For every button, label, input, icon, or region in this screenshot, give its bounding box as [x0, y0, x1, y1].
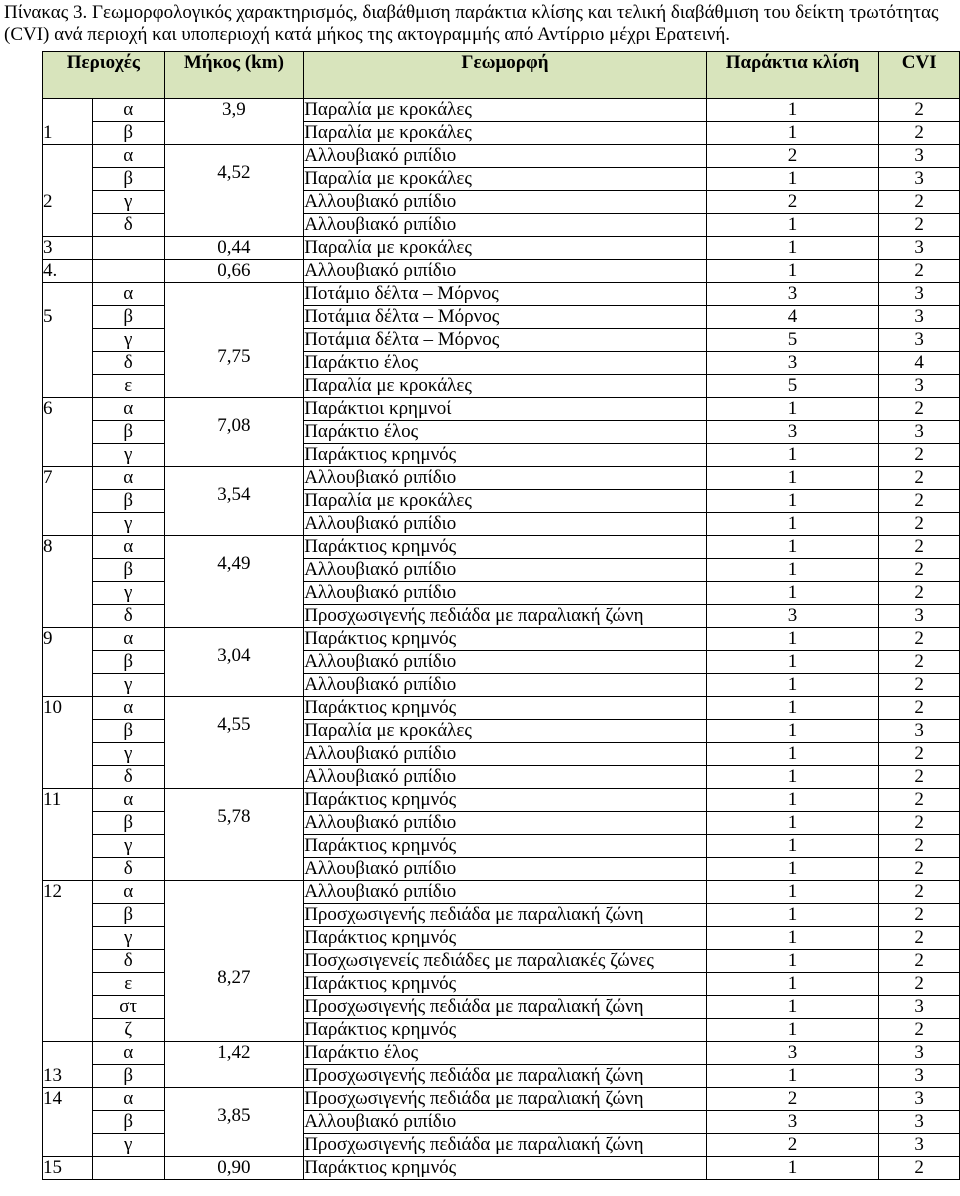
length-cell — [164, 99, 304, 145]
subarea-cell: α — [92, 283, 164, 306]
cvi-cell: 2 — [879, 904, 960, 927]
slope-cell: 1 — [706, 812, 879, 835]
landform-cell: Προσχωσιγενής πεδιάδα με παραλιακή ζώνη — [304, 996, 707, 1019]
landform-cell: Παράκτιος κρημνός — [304, 789, 707, 812]
length-cell — [164, 398, 304, 467]
landform-cell: Αλλουβιακό ριπίδιο — [304, 582, 707, 605]
subarea-cell: β — [92, 559, 164, 582]
table-caption: Πίνακας 3. Γεωμορφολογικός χαρακτηρισμός, διαβάθμιση παράκτια κλίσης και τελική διαβάθμιση του δείκτη τρωτότητας (CVI) ανά περιοχή και υποπεριοχή κατά μήκος της ακτογραμμής από Αντίρριο μέχρι Ερατεινή. — [4, 2, 939, 45]
cvi-cell: 3 — [879, 1134, 960, 1157]
header-row — [43, 52, 960, 99]
landform-cell: Αλλουβιακό ριπίδιο — [304, 766, 707, 789]
length-value: 1,42 — [217, 1042, 251, 1063]
length-value: 0,66 — [217, 260, 251, 281]
landform-cell: Παράκτιος κρημνός — [304, 927, 707, 950]
subarea-cell: γ — [92, 674, 164, 697]
subarea-cell: α — [92, 628, 164, 651]
length-value: 0,44 — [217, 237, 251, 258]
landform-cell: Αλλουβιακό ριπίδιο — [304, 1111, 707, 1134]
landform-cell: Παράκτιο έλος — [304, 421, 707, 444]
length-cell — [164, 260, 304, 283]
table-row — [43, 260, 960, 283]
slope-cell: 1 — [706, 398, 879, 421]
region-number: 9 — [43, 628, 53, 649]
slope-cell: 1 — [706, 99, 879, 122]
landform-cell: Παράκτιος κρημνός — [304, 697, 707, 720]
slope-cell: 1 — [706, 582, 879, 605]
landform-cell: Ποτάμια δέλτα – Μόρνος — [304, 329, 707, 352]
region-number: 6 — [43, 398, 53, 419]
cvi-cell: 2 — [879, 835, 960, 858]
subarea-cell: γ — [92, 191, 164, 214]
landform-cell: Αλλουβιακό ριπίδιο — [304, 191, 707, 214]
region-number: 13 — [43, 1065, 62, 1086]
slope-cell: 1 — [706, 651, 879, 674]
slope-cell: 1 — [706, 904, 879, 927]
subarea-cell: β — [92, 168, 164, 191]
cvi-cell: 2 — [879, 99, 960, 122]
landform-cell: Παράκτιο έλος — [304, 352, 707, 375]
header-cvi: CVI — [879, 52, 960, 99]
header-length: Μήκος (km) — [164, 52, 304, 99]
subarea-cell: α — [92, 536, 164, 559]
cvi-cell: 2 — [879, 122, 960, 145]
landform-cell: Αλλουβιακό ριπίδιο — [304, 559, 707, 582]
subarea-cell: β — [92, 1111, 164, 1134]
subarea-cell: β — [92, 904, 164, 927]
region-number: 10 — [43, 697, 62, 718]
cvi-cell: 2 — [879, 214, 960, 237]
cvi-cell: 3 — [879, 720, 960, 743]
length-cell — [164, 881, 304, 1042]
cvi-cell: 2 — [879, 743, 960, 766]
table-row — [43, 467, 960, 490]
slope-cell: 1 — [706, 444, 879, 467]
landform-cell: Προσχωσιγενής πεδιάδα με παραλιακή ζώνη — [304, 1088, 707, 1111]
slope-cell: 1 — [706, 1065, 879, 1088]
cvi-cell: 2 — [879, 651, 960, 674]
table-row — [43, 881, 960, 904]
region-cell — [43, 1042, 93, 1088]
slope-cell: 1 — [706, 559, 879, 582]
subarea-cell: δ — [92, 766, 164, 789]
cvi-cell: 2 — [879, 628, 960, 651]
cvi-cell: 2 — [879, 789, 960, 812]
subarea-cell: β — [92, 812, 164, 835]
cvi-cell: 2 — [879, 490, 960, 513]
landform-cell: Παράκτιος κρημνός — [304, 536, 707, 559]
landform-cell: Παράκτιο έλος — [304, 1042, 707, 1065]
slope-cell: 3 — [706, 421, 879, 444]
region-cell — [43, 1088, 93, 1157]
subarea-cell: β — [92, 720, 164, 743]
subarea-cell — [92, 1157, 164, 1180]
subarea-cell: ζ — [92, 1019, 164, 1042]
slope-cell: 1 — [706, 789, 879, 812]
subarea-cell: δ — [92, 605, 164, 628]
landform-cell: Αλλουβιακό ριπίδιο — [304, 881, 707, 904]
slope-cell: 3 — [706, 283, 879, 306]
subarea-cell: β — [92, 490, 164, 513]
slope-cell: 1 — [706, 766, 879, 789]
subarea-cell: στ — [92, 996, 164, 1019]
cvi-cell: 2 — [879, 582, 960, 605]
slope-cell: 1 — [706, 858, 879, 881]
landform-cell: Παράκτιος κρημνός — [304, 444, 707, 467]
subarea-cell — [92, 260, 164, 283]
subarea-cell: β — [92, 306, 164, 329]
length-cell — [164, 237, 304, 260]
slope-cell: 5 — [706, 329, 879, 352]
length-value: 8,27 — [217, 967, 251, 988]
cvi-cell: 2 — [879, 536, 960, 559]
landform-cell: Παραλία με κροκάλες — [304, 237, 707, 260]
region-cell — [43, 467, 93, 536]
landform-cell: Αλλουβιακό ριπίδιο — [304, 651, 707, 674]
subarea-cell: α — [92, 1088, 164, 1111]
landform-cell: Προσχωσιγενής πεδιάδα με παραλιακή ζώνη — [304, 605, 707, 628]
cvi-cell: 3 — [879, 605, 960, 628]
region-cell — [43, 283, 93, 398]
slope-cell: 1 — [706, 214, 879, 237]
length-cell — [164, 789, 304, 881]
landform-cell: Αλλουβιακό ριπίδιο — [304, 260, 707, 283]
length-value: 3,9 — [222, 99, 246, 120]
cvi-cell: 4 — [879, 352, 960, 375]
length-value: 3,04 — [217, 645, 251, 666]
cvi-cell: 2 — [879, 398, 960, 421]
table-row — [43, 99, 960, 122]
region-cell — [43, 145, 93, 237]
subarea-cell: α — [92, 1042, 164, 1065]
slope-cell: 1 — [706, 927, 879, 950]
region-cell — [43, 260, 93, 283]
table-body — [43, 99, 960, 1180]
region-cell — [43, 237, 93, 260]
landform-cell: Παράκτιος κρημνός — [304, 1019, 707, 1042]
subarea-cell: γ — [92, 329, 164, 352]
cvi-cell: 3 — [879, 1065, 960, 1088]
slope-cell: 2 — [706, 191, 879, 214]
slope-cell: 3 — [706, 1042, 879, 1065]
cvi-cell: 3 — [879, 283, 960, 306]
slope-cell: 1 — [706, 835, 879, 858]
subarea-cell — [92, 237, 164, 260]
length-value: 7,75 — [217, 346, 251, 367]
length-cell — [164, 467, 304, 536]
landform-cell: Προσχωσιγενής πεδιάδα με παραλιακή ζώνη — [304, 1065, 707, 1088]
subarea-cell: δ — [92, 858, 164, 881]
length-value: 4,49 — [217, 553, 251, 574]
slope-cell: 2 — [706, 1134, 879, 1157]
length-cell — [164, 1088, 304, 1157]
landform-cell: Παράκτιος κρημνός — [304, 628, 707, 651]
length-cell — [164, 145, 304, 237]
landform-cell: Παραλία με κροκάλες — [304, 490, 707, 513]
region-number: 8 — [43, 536, 53, 557]
subarea-cell: β — [92, 421, 164, 444]
region-cell — [43, 99, 93, 145]
cvi-cell: 2 — [879, 858, 960, 881]
slope-cell: 3 — [706, 352, 879, 375]
slope-cell: 1 — [706, 237, 879, 260]
header-landform: Γεωμορφή — [304, 52, 707, 99]
subarea-cell: γ — [92, 835, 164, 858]
table-row — [43, 145, 960, 168]
subarea-cell: ε — [92, 973, 164, 996]
slope-cell: 4 — [706, 306, 879, 329]
landform-cell: Παράκτιος κρημνός — [304, 1157, 707, 1180]
cvi-cell: 2 — [879, 927, 960, 950]
slope-cell: 1 — [706, 1019, 879, 1042]
slope-cell: 1 — [706, 260, 879, 283]
cvi-cell: 2 — [879, 1157, 960, 1180]
landform-cell: Αλλουβιακό ριπίδιο — [304, 858, 707, 881]
subarea-cell: α — [92, 697, 164, 720]
region-number: 14 — [43, 1088, 62, 1109]
slope-cell: 1 — [706, 168, 879, 191]
subarea-cell: ε — [92, 375, 164, 398]
table-row — [43, 1042, 960, 1065]
table-row — [43, 398, 960, 421]
subarea-cell: α — [92, 99, 164, 122]
length-value: 3,85 — [217, 1105, 251, 1126]
slope-cell: 5 — [706, 375, 879, 398]
cvi-cell: 2 — [879, 1019, 960, 1042]
subarea-cell: δ — [92, 352, 164, 375]
slope-cell: 1 — [706, 743, 879, 766]
slope-cell: 1 — [706, 996, 879, 1019]
slope-cell: 3 — [706, 1111, 879, 1134]
subarea-cell: α — [92, 881, 164, 904]
cvi-cell: 2 — [879, 444, 960, 467]
slope-cell: 1 — [706, 536, 879, 559]
subarea-cell: γ — [92, 743, 164, 766]
table-row — [43, 1157, 960, 1180]
slope-cell: 2 — [706, 1088, 879, 1111]
length-value: 7,08 — [217, 415, 251, 436]
table-row — [43, 1088, 960, 1111]
cvi-cell: 2 — [879, 950, 960, 973]
cvi-cell: 3 — [879, 329, 960, 352]
cvi-cell: 2 — [879, 559, 960, 582]
subarea-cell: β — [92, 651, 164, 674]
length-cell — [164, 1042, 304, 1088]
length-value: 4,55 — [217, 714, 251, 735]
slope-cell: 1 — [706, 720, 879, 743]
landform-cell: Παραλία με κροκάλες — [304, 99, 707, 122]
landform-cell: Ποτάμια δέλτα – Μόρνος — [304, 306, 707, 329]
cvi-cell: 3 — [879, 237, 960, 260]
header-regions: Περιοχές — [43, 52, 165, 99]
slope-cell: 1 — [706, 674, 879, 697]
region-number: 11 — [43, 789, 62, 810]
region-cell — [43, 1157, 93, 1180]
cvi-cell: 3 — [879, 996, 960, 1019]
slope-cell: 1 — [706, 1157, 879, 1180]
length-cell — [164, 283, 304, 398]
cvi-table — [42, 51, 960, 1180]
landform-cell: Παράκτιος κρημνός — [304, 835, 707, 858]
region-cell — [43, 628, 93, 697]
table-row — [43, 789, 960, 812]
region-cell — [43, 789, 93, 881]
cvi-cell: 2 — [879, 697, 960, 720]
cvi-cell: 3 — [879, 145, 960, 168]
slope-cell: 1 — [706, 467, 879, 490]
landform-cell: Παράκτιος κρημνός — [304, 973, 707, 996]
region-number: 4. — [43, 260, 58, 281]
length-value: 4,52 — [217, 162, 251, 183]
slope-cell: 1 — [706, 513, 879, 536]
length-value: 3,54 — [217, 484, 251, 505]
subarea-cell: α — [92, 789, 164, 812]
region-number: 12 — [43, 881, 62, 902]
slope-cell: 2 — [706, 145, 879, 168]
slope-cell: 1 — [706, 881, 879, 904]
table-row — [43, 628, 960, 651]
cvi-cell: 2 — [879, 973, 960, 996]
landform-cell: Αλλουβιακό ριπίδιο — [304, 214, 707, 237]
subarea-cell: α — [92, 398, 164, 421]
cvi-cell: 2 — [879, 467, 960, 490]
cvi-cell: 2 — [879, 513, 960, 536]
length-value: 0,90 — [217, 1157, 251, 1178]
cvi-cell: 2 — [879, 766, 960, 789]
subarea-cell: γ — [92, 513, 164, 536]
landform-cell: Παραλία με κροκάλες — [304, 122, 707, 145]
slope-cell: 1 — [706, 950, 879, 973]
slope-cell: 1 — [706, 122, 879, 145]
landform-cell: Παραλία με κροκάλες — [304, 375, 707, 398]
slope-cell: 1 — [706, 697, 879, 720]
cvi-cell: 3 — [879, 1111, 960, 1134]
cvi-cell: 2 — [879, 191, 960, 214]
landform-cell: Αλλουβιακό ριπίδιο — [304, 812, 707, 835]
region-number: 15 — [43, 1157, 62, 1178]
landform-cell: Προσχωσιγενής πεδιάδα με παραλιακή ζώνη — [304, 1134, 707, 1157]
length-cell — [164, 1157, 304, 1180]
region-cell — [43, 536, 93, 628]
landform-cell: Αλλουβιακό ριπίδιο — [304, 145, 707, 168]
region-number: 5 — [43, 306, 53, 327]
subarea-cell: α — [92, 145, 164, 168]
length-cell — [164, 628, 304, 697]
region-number: 1 — [43, 122, 53, 143]
table-row — [43, 536, 960, 559]
cvi-cell: 2 — [879, 812, 960, 835]
cvi-cell: 2 — [879, 260, 960, 283]
slope-cell: 3 — [706, 605, 879, 628]
length-cell — [164, 536, 304, 628]
region-number: 2 — [43, 191, 53, 212]
subarea-cell: α — [92, 467, 164, 490]
region-cell — [43, 697, 93, 789]
subarea-cell: γ — [92, 444, 164, 467]
landform-cell: Παραλία με κροκάλες — [304, 720, 707, 743]
slope-cell: 1 — [706, 490, 879, 513]
region-number: 3 — [43, 237, 53, 258]
cvi-cell: 3 — [879, 168, 960, 191]
landform-cell: Παραλία με κροκάλες — [304, 168, 707, 191]
landform-cell: Αλλουβιακό ριπίδιο — [304, 743, 707, 766]
landform-cell: Αλλουβιακό ριπίδιο — [304, 467, 707, 490]
table-row — [43, 283, 960, 306]
cvi-cell: 2 — [879, 881, 960, 904]
slope-cell: 1 — [706, 973, 879, 996]
length-value: 5,78 — [217, 806, 251, 827]
subarea-cell: β — [92, 1065, 164, 1088]
cvi-cell: 3 — [879, 421, 960, 444]
landform-cell: Παράκτιοι κρημνοί — [304, 398, 707, 421]
subarea-cell: δ — [92, 950, 164, 973]
length-cell — [164, 697, 304, 789]
subarea-cell: δ — [92, 214, 164, 237]
landform-cell: Αλλουβιακό ριπίδιο — [304, 513, 707, 536]
cvi-cell: 2 — [879, 674, 960, 697]
cvi-cell: 3 — [879, 375, 960, 398]
landform-cell: Ποτάμιο δέλτα – Μόρνος — [304, 283, 707, 306]
cvi-cell: 3 — [879, 1042, 960, 1065]
subarea-cell: γ — [92, 582, 164, 605]
landform-cell: Προσχωσιγενής πεδιάδα με παραλιακή ζώνη — [304, 904, 707, 927]
region-cell — [43, 398, 93, 467]
subarea-cell: β — [92, 122, 164, 145]
table-row — [43, 237, 960, 260]
subarea-cell: γ — [92, 927, 164, 950]
subarea-cell: γ — [92, 1134, 164, 1157]
cvi-cell: 3 — [879, 306, 960, 329]
cvi-cell: 3 — [879, 1088, 960, 1111]
region-cell — [43, 881, 93, 1042]
slope-cell: 1 — [706, 628, 879, 651]
table-row — [43, 697, 960, 720]
region-number: 7 — [43, 467, 53, 488]
header-slope: Παράκτια κλίση — [706, 52, 879, 99]
landform-cell: Ποσχωσιγενείς πεδιάδες με παραλιακές ζώνες — [304, 950, 707, 973]
landform-cell: Αλλουβιακό ριπίδιο — [304, 674, 707, 697]
